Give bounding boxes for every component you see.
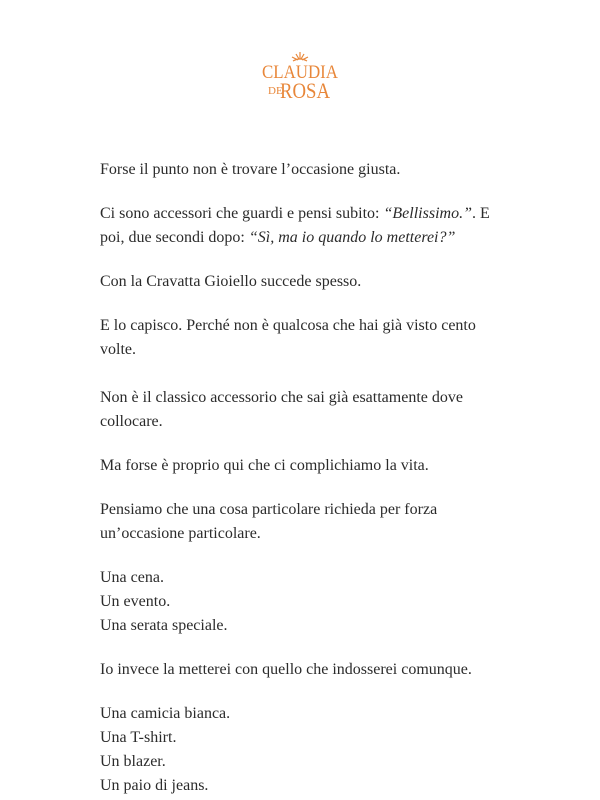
brand-logo [0,48,600,104]
list-item: Una T-shirt. [100,729,177,746]
list-item: Un evento. [100,593,171,610]
paragraph-8: Io invece la metterei con quello che indosserei comunque. [100,661,472,678]
list-item: Un paio di jeans. [100,777,209,794]
paragraph-7: Pensiamo che una cosa particolare richieda per forza un’occasione particolare. [100,501,438,542]
occasions-list [100,566,500,638]
paragraph-2-intro: Ci sono accessori che guardi e pensi subito: [100,205,384,222]
list-item: Un blazer. [100,753,166,770]
paragraph-3: Con la Cravatta Gioiello succede spesso. [100,273,362,290]
article-body [100,158,500,800]
paragraph-1: Forse il punto non è trovare l’occasione giusta. [100,161,401,178]
svg-text:ROSA: ROSA [280,78,331,103]
list-item: Una camicia bianca. [100,705,231,722]
svg-text:CLAUDIA: CLAUDIA [262,62,339,83]
paragraph-5: Non è il classico accessorio che sai già esattamente dove collocare. [100,389,463,430]
outfit-list [100,702,500,798]
list-item: Una cena. [100,569,164,586]
list-item: Una serata speciale. [100,617,228,634]
quote-bellissimo: “Bellissimo.” [383,205,472,222]
paragraph-4: E lo capisco. Perché non è qualcosa che hai già visto cento volte. [100,317,476,358]
paragraph-2-middle: . E poi, due secondi dopo: [100,205,490,246]
claudia-de-rosa-logo-icon [255,48,345,104]
paragraph-6: Ma forse è proprio qui che ci complichiamo la vita. [100,457,429,474]
quote-quando-lo-metterei: “Sì, ma io quando lo metterei?” [248,229,456,246]
svg-text:DE: DE [268,85,283,97]
paragraph-2 [100,202,500,250]
